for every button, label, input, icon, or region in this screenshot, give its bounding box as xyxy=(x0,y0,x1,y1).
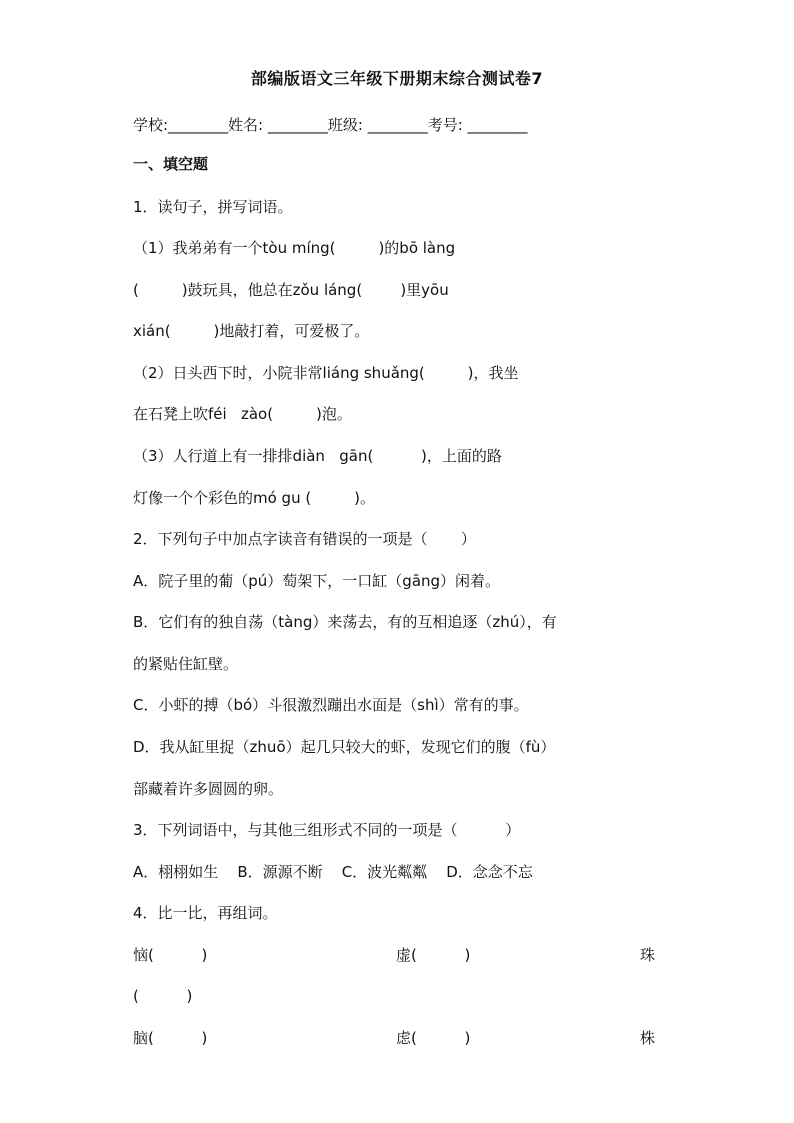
question-1-line: 在石凳上吹féi zào( )泡。 xyxy=(133,405,352,423)
question-1-line: （1）我弟弟有一个tòu míng( )的bō làng xyxy=(133,239,456,257)
question-1-line: （3）人行道上有一排排diàn gān( )，上面的路 xyxy=(133,447,502,465)
question-1-line: ( )鼓玩具，他总在zǒu láng( )里yōu xyxy=(133,281,449,299)
question-3-stem: 3．下列词语中，与其他三组形式不同的一项是（ ） xyxy=(133,821,521,839)
question-2-option: C．小虾的搏（bó）斗很激烈蹦出水面是（shì）常有的事。 xyxy=(133,696,529,714)
question-2-stem: 2．下列句子中加点字读音有错误的一项是（ ） xyxy=(133,530,476,548)
compare-word-item: 虚( ) xyxy=(396,946,471,964)
question-2-option: A．院子里的葡（pú）萄架下，一口缸（gāng）闲着。 xyxy=(133,572,501,590)
question-2-option: D．我从缸里捉（zhuō）起几只较大的虾，发现它们的腹（fù） xyxy=(133,738,556,756)
question-2-option: 的紧贴住缸壁。 xyxy=(133,655,239,673)
question-4-stem: 4．比一比，再组词。 xyxy=(133,904,278,922)
question-2-option: 部藏着许多圆圆的卵。 xyxy=(133,780,284,798)
question-1-line: （2）日头西下时，小院非常liáng shuǎng( )，我坐 xyxy=(133,364,519,382)
compare-word-item: 株 xyxy=(640,1029,656,1047)
compare-word-item: 恼( ) xyxy=(133,946,208,964)
question-2-option: B．它们有的独自荡（tàng）来荡去，有的互相追逐（zhú），有 xyxy=(133,613,557,631)
section-heading-fill-blanks: 一、填空题 xyxy=(133,155,209,173)
page-title: 部编版语文三年级下册期末综合测试卷7 xyxy=(250,69,544,88)
compare-word-item: 珠 xyxy=(640,946,656,964)
compare-word-item: ( ) xyxy=(133,987,193,1005)
compare-word-item: 脑( ) xyxy=(133,1029,208,1047)
compare-word-item: 虑( ) xyxy=(396,1029,471,1047)
question-1-stem: 1．读句子，拼写词语。 xyxy=(133,198,293,216)
question-3-options: A．栩栩如生 B．源源不断 C．波光粼粼 D．念念不忘 xyxy=(133,863,533,881)
question-1-line: 灯像一个个彩色的mó gu ( )。 xyxy=(133,489,375,507)
student-info-line: 学校:________姓名: ________班级: ________考号: ________ xyxy=(133,116,528,134)
question-1-line: xián( )地敲打着，可爱极了。 xyxy=(133,322,370,340)
